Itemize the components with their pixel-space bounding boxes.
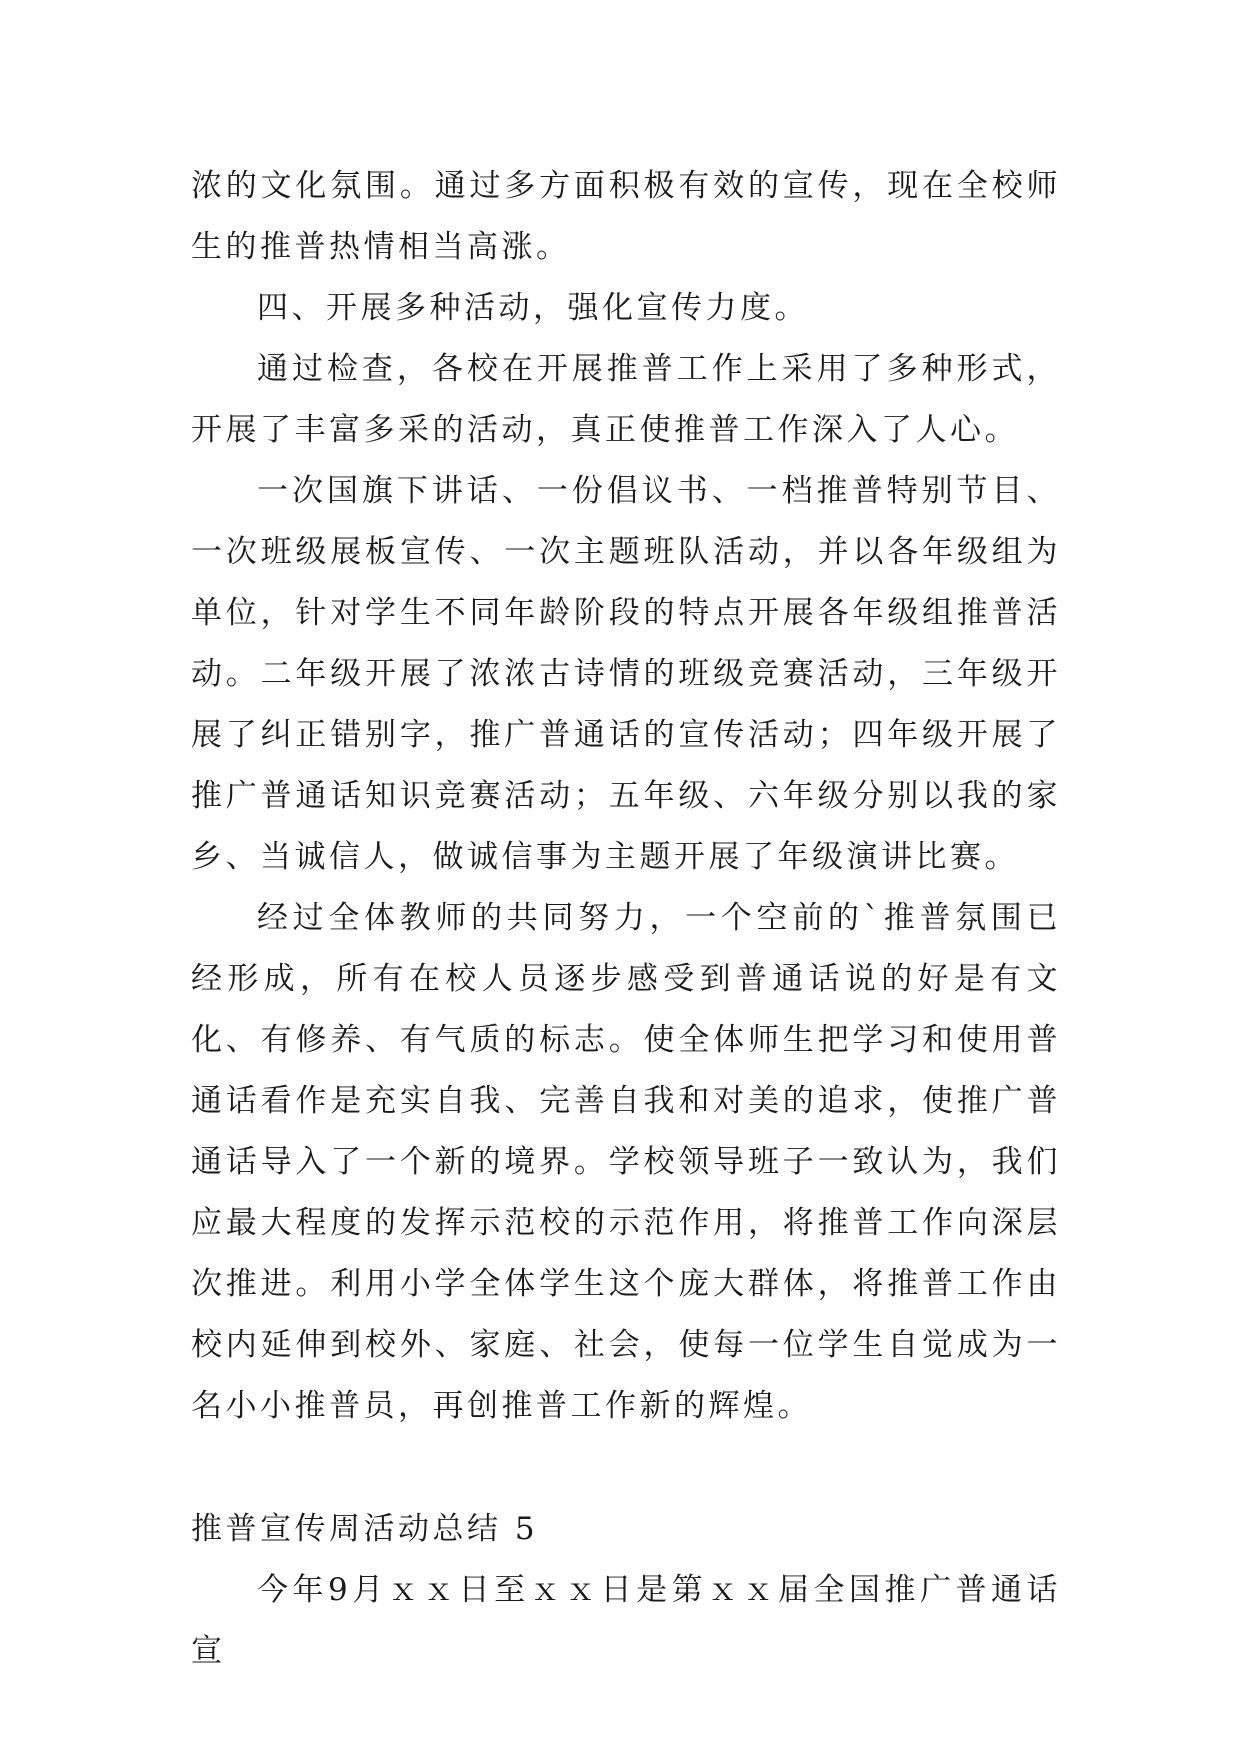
paragraph: 一次国旗下讲话、一份倡议书、一档推普特别节目、一次班级展板宣传、一次主题班队活动，并以各年级组为单位，针对学生不同年龄阶段的特点开展各年级组推普活动。二年级开展了浓浓古诗情的班级竞赛活动，三年级开展了纠正错别字，推广普通话的宣传活动；四年级开展了推广普通话知识竞赛活动；五年级、六年级分别以我的家乡、当诚信人，做诚信事为主题开展了年级演讲比赛。 bbox=[191, 473, 1061, 875]
section-heading: 推普宣传周活动总结 5 bbox=[191, 1511, 539, 1547]
section-paragraph: 今年9月ｘｘ日至ｘｘ日是第ｘｘ届全国推广普通话宣 bbox=[191, 1572, 1061, 1669]
paragraph-subheading: 四、开展多种活动，强化宣传力度。 bbox=[257, 290, 809, 326]
paragraph: 经过全体教师的共同努力，一个空前的`推普氛围已经形成，所有在校人员逐步感受到普通话说的好是有文化、有修养、有气质的标志。使全体师生把学习和使用普通话看作是充实自我、完善自我和对美的追求，使推广普通话导入了一个新的境界。学校领导班子一致认为，我们应最大程度的发挥示范校的示范作用，将推普工作向深层次推进。利用小学全体学生这个庞大群体，将推普工作由校内延伸到校外、家庭、社会，使每一位学生自觉成为一名小小推普员，再创推普工作新的辉煌。 bbox=[191, 900, 1061, 1424]
paragraph: 通过检查，各校在开展推普工作上采用了多种形式，开展了丰富多采的活动，真正使推普工作深入了人心。 bbox=[191, 351, 1061, 448]
document-body bbox=[191, 156, 1061, 1682]
paragraph-continuation: 浓的文化氛围。通过多方面积极有效的宣传，现在全校师生的推普热情相当高涨。 bbox=[191, 168, 1061, 265]
